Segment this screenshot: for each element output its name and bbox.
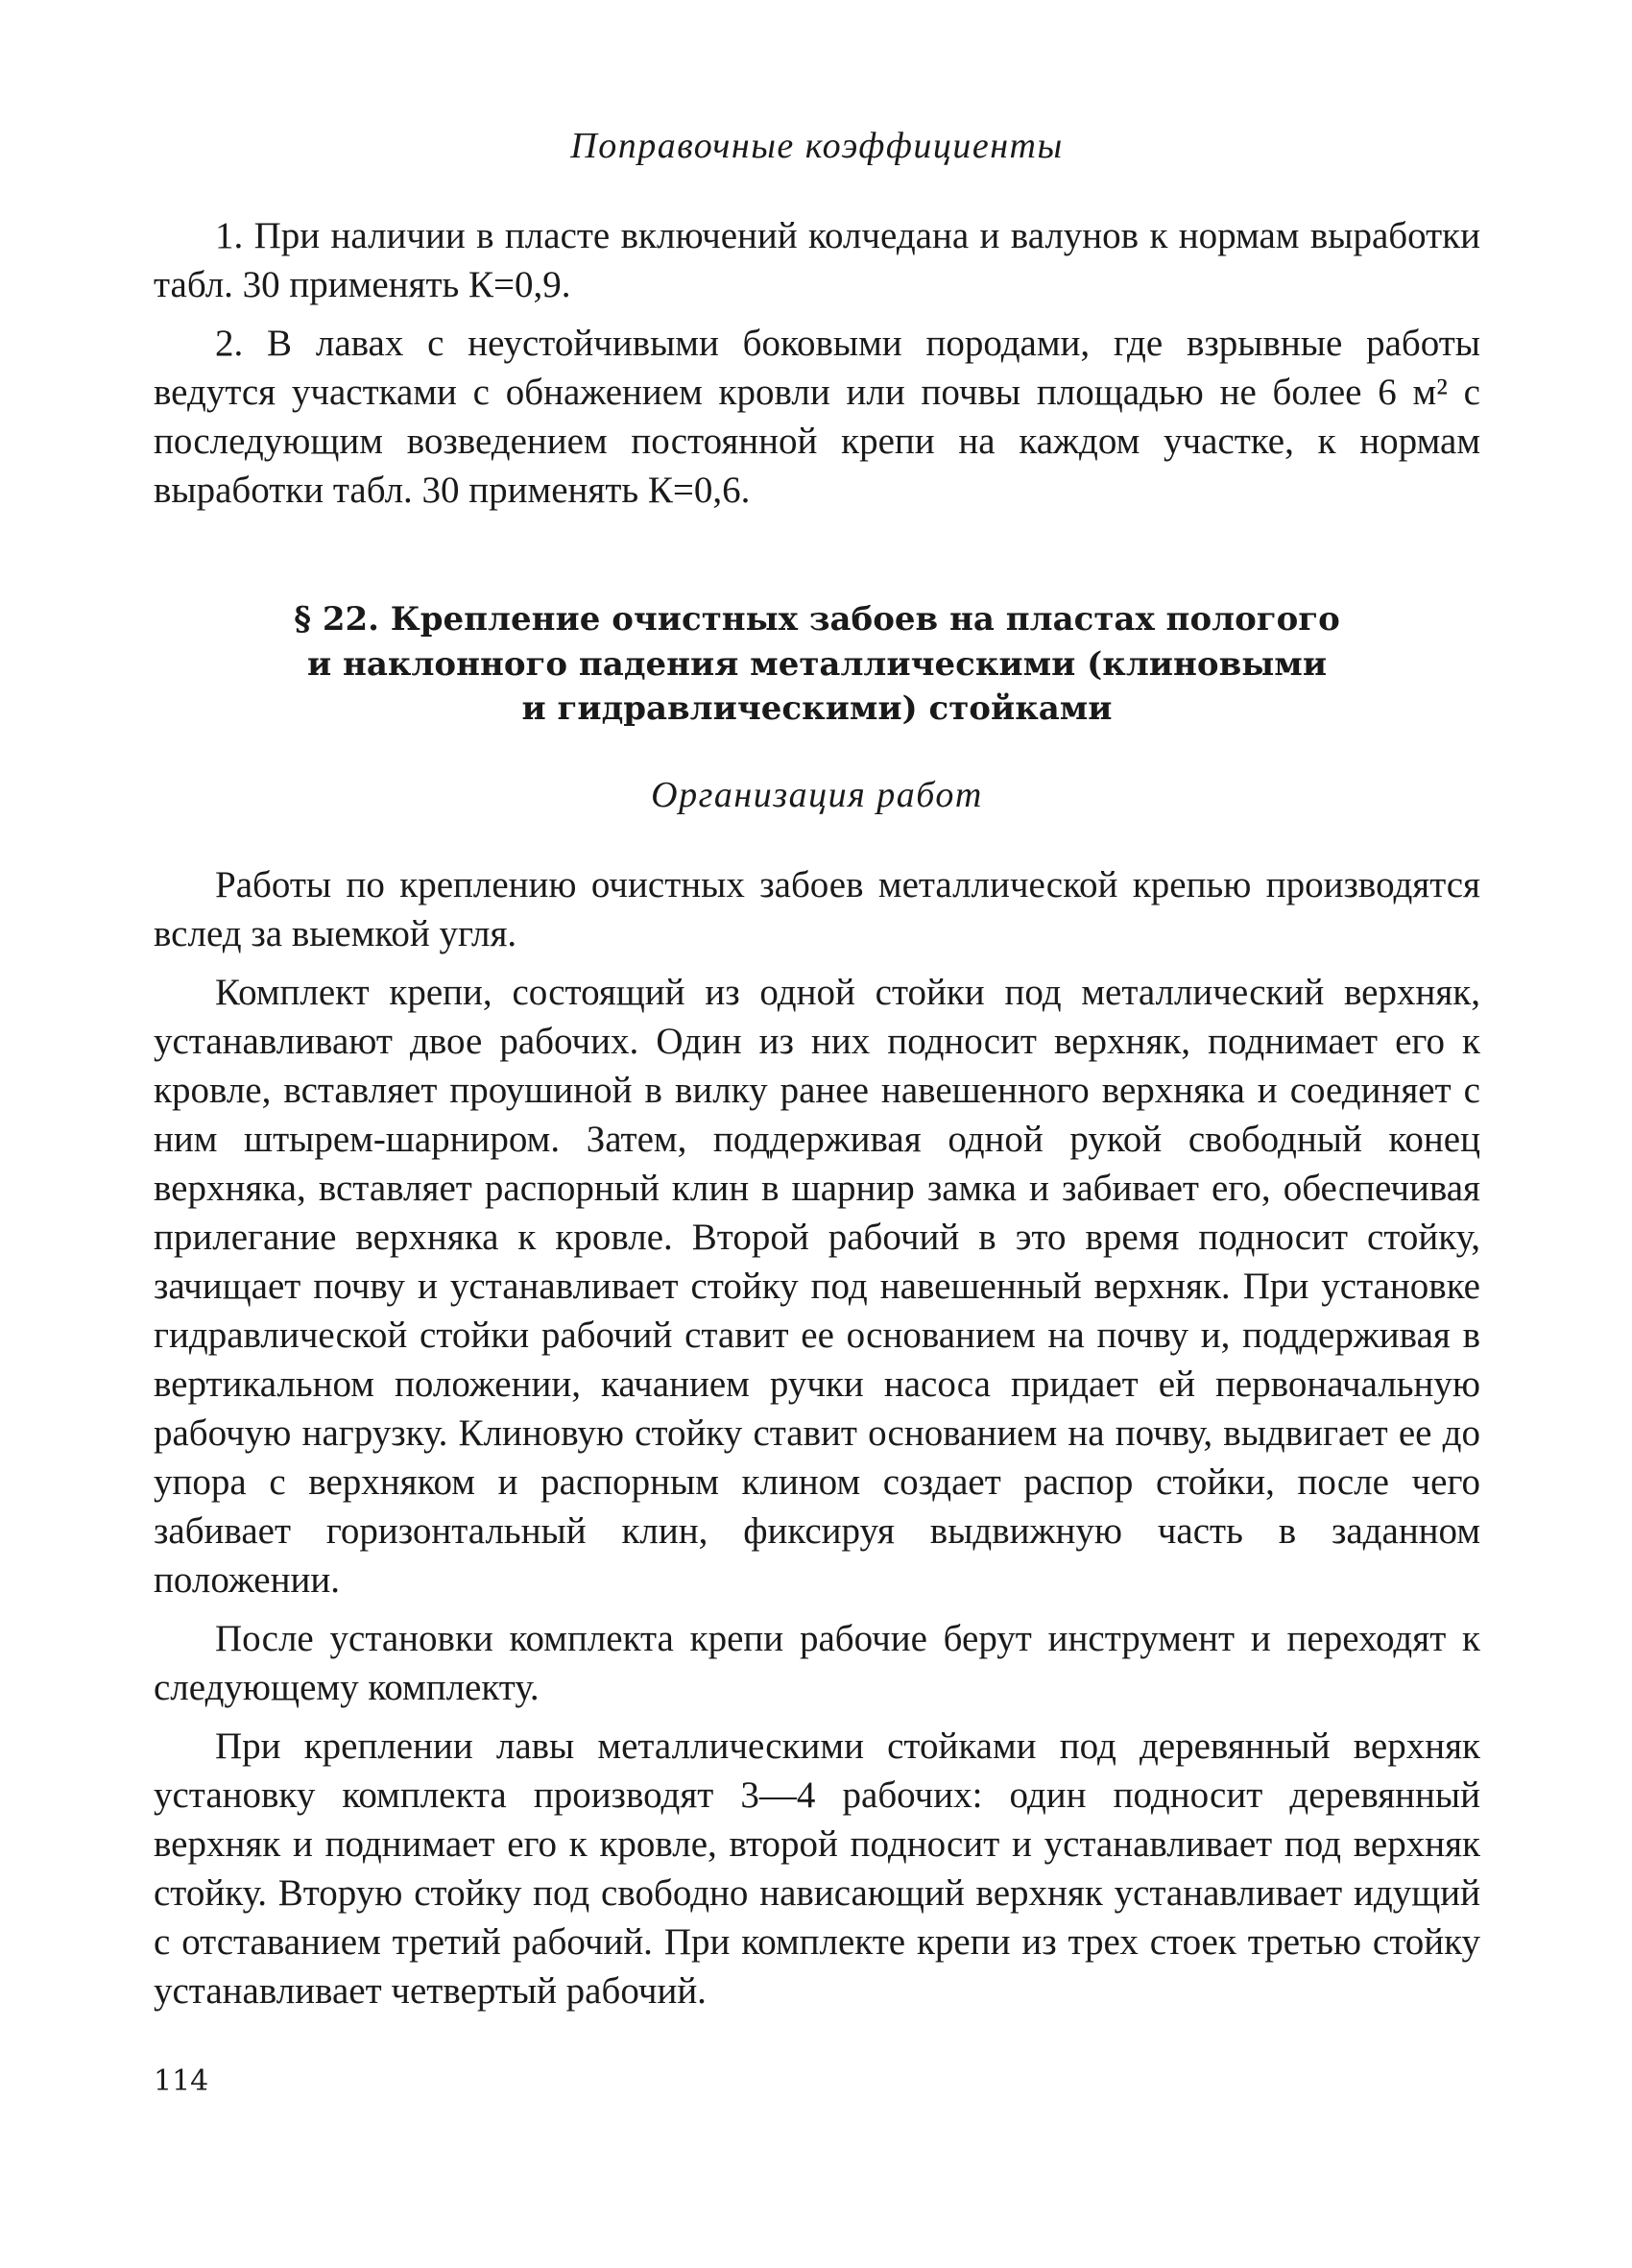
coefficient-item-1: 1. При наличии в пласте включений колчедана и валунов к нормам выработки табл. 30 применять К=0,9. [154,214,1480,305]
page-number: 114 [154,2064,209,2098]
section-title-line-1: § 22. Крепление очистных забоев на пластах пологого [294,599,1340,639]
paragraph-2: Комплект крепи, состоящий из одной стойки под металлический верхняк, устанавливают двое рабочих. Один из них подносит верхняк, поднимает его к кровле, вставляет проушиной в вилку ранее навешенного верхняка и соединяет с ним штырем-шарниром. Затем, поддерживая одной рукой свободный конец верхняка, вставляет распорный клин в шарнир замка и забивает его, обеспечивая прилегание верхняка к кровле. Второй рабочий в это время подносит стойку, зачищает почву и устанавливает стойку под навешенный верхняк. При установке гидравлической стойки рабочий ставит ее основанием на почву и, поддерживая в вертикальном положении, качанием ручки насоса придает ей первоначальную рабочую нагрузку. Клиновую стойку ставит основанием на почву, выдвигает ее до упора с верхняком и распорным клином создает распор стойки, после чего забивает горизонтальный клин, фиксируя выдвижную часть в заданном положении. [154,971,1480,1601]
work-organization-heading: Организация работ [651,775,983,816]
coefficients-heading: Поправочные коэффициенты [570,126,1064,166]
paragraph-1: Работы по креплению очистных забоев металлической крепью производятся вслед за выемкой угля. [154,863,1480,954]
section-title-line-2: и наклонного падения металлическими (клиновыми [306,644,1328,684]
coefficient-item-2: 2. В лавах с неустойчивыми боковыми породами, где взрывные работы ведутся участками с обнажением кровли или почвы площадью не более 6 м² с последующим возведением постоянной крепи на каждом участке, к нормам выработки табл. 30 применять К=0,6. [154,322,1480,511]
section-title [154,597,1480,733]
page-content [154,125,1480,2025]
section-title-line-3: и гидравлическими) стойками [521,689,1113,729]
paragraph-3: После установки комплекта крепи рабочие берут инструмент и переходят к следующему комплекту. [154,1617,1480,1708]
paragraph-4: При креплении лавы металлическими стойками под деревянный верхняк установку комплекта производят 3—4 рабочих: один подносит деревянный верхняк и поднимает его к кровле, второй подносит и устанавливает под верхняк стойку. Вторую стойку под свободно нависающий верхняк устанавливает идущий с отставанием третий рабочий. При комплекте крепи из трех стоек третью стойку устанавливает четвертый рабочий. [154,1725,1480,2012]
